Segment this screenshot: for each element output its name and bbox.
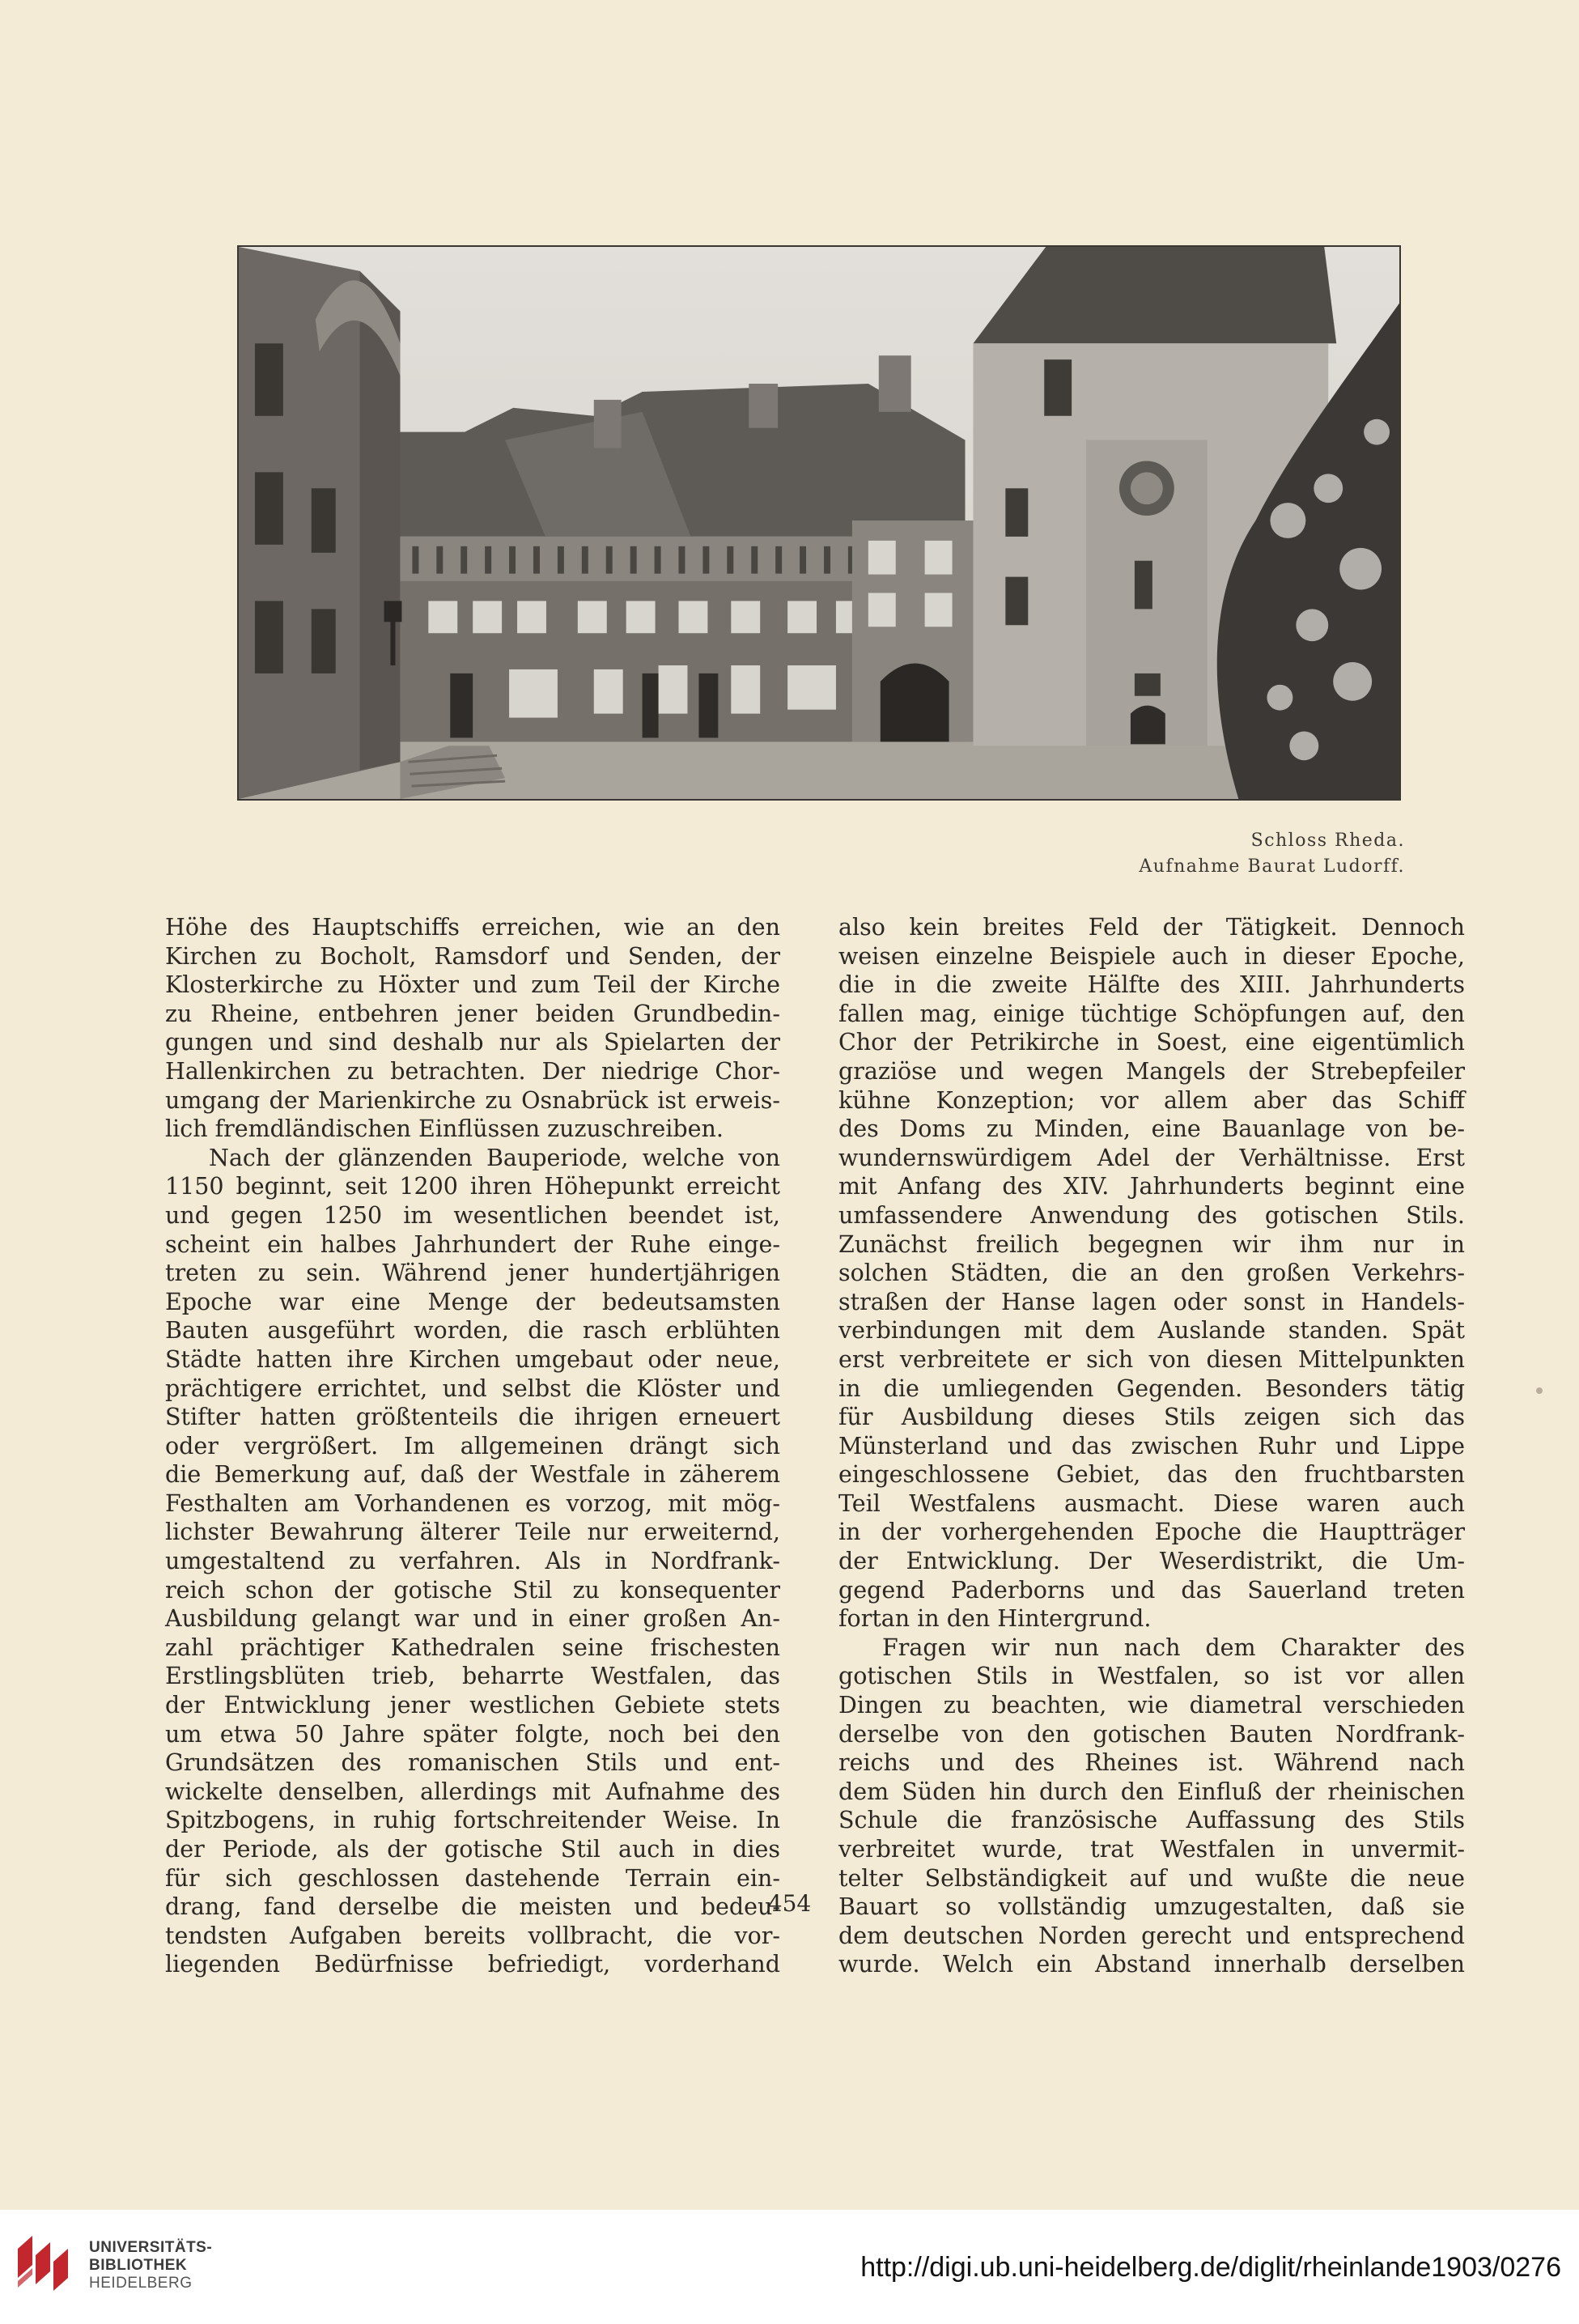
text-line: dem deutschen Norden gerecht und entsprechend — [838, 1922, 1465, 1949]
text-line: zahl prächtiger Kathedralen seine frischesten — [165, 1634, 780, 1661]
library-name — [89, 2239, 212, 2292]
library-footer — [0, 2210, 1579, 2324]
text-line: Stifter hatten größtenteils die ihrigen erneuert — [165, 1404, 780, 1431]
text-line: in der vorhergehenden Epoche die Hauptträger — [838, 1519, 1465, 1546]
text-line: Städte hatten ihre Kirchen umgebaut oder neue, — [165, 1345, 780, 1373]
text-line: die in die zweite Hälfte des XIII. Jahrhunderts — [838, 971, 1465, 999]
text-line: gotischen Stils in Westfalen, so ist vor allen — [838, 1663, 1465, 1690]
text-line: Festhalten am Vorhandenen es vorzog, mit mög- — [165, 1489, 780, 1517]
paper-speck — [1536, 1387, 1543, 1394]
source-url-link[interactable]: http://digi.ub.uni-heidelberg.de/diglit/rheinlande1903/0276 — [860, 2252, 1561, 2283]
text-line: oder vergrößert. Im allgemeinen drängt sich — [165, 1432, 780, 1459]
text-line: fallen mag, einige tüchtige Schöpfungen auf, den — [838, 1000, 1465, 1027]
text-line: also kein breites Feld der Tätigkeit. Dennoch — [838, 914, 1465, 941]
text-line: Fragen wir nun nach dem Charakter des — [882, 1634, 1465, 1661]
text-line: gegend Paderborns und das Sauerland treten — [838, 1576, 1465, 1604]
library-name-line2: BIBLIOTHEK — [89, 2257, 188, 2274]
text-line: Chor der Petrikirche in Soest, eine eigentümlich — [838, 1029, 1465, 1056]
text-line: wurde. Welch ein Abstand innerhalb derselben — [838, 1951, 1465, 1978]
text-line: Klosterkirche zu Höxter und zum Teil der Kirche — [165, 971, 780, 999]
text-line: wundernswürdigem Adel der Verhältnisse. Erst — [838, 1144, 1465, 1171]
caption-title: Schloss Rheda. — [1250, 831, 1405, 851]
text-line: Dingen zu beachten, wie diametral verschieden — [838, 1692, 1465, 1719]
castle-photograph — [237, 245, 1401, 801]
text-line: Bauart so vollständig umzugestalten, daß sie — [838, 1893, 1465, 1921]
text-line: der Entwicklung. Der Weserdistrikt, die Um- — [838, 1548, 1465, 1575]
text-line: verbindungen mit dem Auslande standen. Spät — [838, 1317, 1465, 1345]
text-line: verbreitet wurde, trat Westfalen in unvermit- — [838, 1836, 1465, 1863]
right-text-column — [838, 913, 1465, 1979]
text-line: und gegen 1250 im wesentlichen beendet ist, — [165, 1201, 780, 1229]
caption-credit: Aufnahme Baurat Ludorff. — [1139, 856, 1405, 877]
library-name-line3: HEIDELBERG — [89, 2275, 193, 2292]
text-line: tendsten Aufgaben bereits vollbracht, die vor- — [165, 1922, 780, 1949]
text-line: der Periode, als der gotische Stil auch in dies — [165, 1836, 780, 1863]
text-line: zu Rheine, entbehren jener beiden Grundbedin- — [165, 1000, 780, 1027]
text-line: Epoche war eine Menge der bedeutsamsten — [165, 1288, 780, 1315]
text-line: dem Süden hin durch den Einfluß der rheinischen — [838, 1778, 1465, 1805]
library-name-line1: UNIVERSITÄTS- — [89, 2239, 213, 2256]
text-line: telter Selbständigkeit auf und wußte die neue — [838, 1864, 1465, 1892]
text-line: lich fremdländischen Einflüssen zuzuschreiben. — [165, 1115, 724, 1143]
text-line: wickelte denselben, allerdings mit Aufnahme des — [165, 1778, 780, 1805]
text-line: Kirchen zu Bocholt, Ramsdorf und Senden, der — [165, 942, 780, 970]
text-line: prächtigere errichtet, und selbst die Klöster und — [165, 1374, 780, 1402]
text-line: Erstlingsblüten trieb, beharrte Westfalen, das — [165, 1663, 780, 1690]
library-logo-icon — [15, 2233, 73, 2301]
text-line: reich schon der gotische Stil zu konsequenter — [165, 1576, 780, 1604]
text-line: Münsterland und das zwischen Ruhr und Lippe — [838, 1432, 1465, 1459]
figure-caption — [1139, 828, 1405, 880]
text-line: derselbe von den gotischen Bauten Nordfrank- — [838, 1720, 1465, 1748]
text-line: mit Anfang des XIV. Jahrhunderts beginnt eine — [838, 1173, 1465, 1200]
text-line: für sich geschlossen dastehende Terrain ein- — [165, 1864, 780, 1892]
text-line: straßen der Hanse lagen oder sonst in Handels- — [838, 1288, 1465, 1315]
text-line: graziöse und wegen Mangels der Strebepfeiler — [838, 1057, 1465, 1085]
text-line: reichs und des Rheines ist. Während nach — [838, 1749, 1465, 1777]
text-line: Hallenkirchen zu betrachten. Der niedrige Chor- — [165, 1057, 780, 1085]
text-line: Grundsätzen des romanischen Stils und ent- — [165, 1749, 780, 1777]
text-line: Nach der glänzenden Bauperiode, welche von — [209, 1144, 780, 1171]
text-line: lichster Bewahrung älterer Teile nur erweiternd, — [165, 1519, 780, 1546]
text-line: Teil Westfalens ausmacht. Diese waren auch — [838, 1489, 1465, 1517]
text-line: umgang der Marienkirche zu Osnabrück ist erweis- — [165, 1086, 780, 1114]
text-line: Ausbildung gelangt war und in einer großen An- — [165, 1605, 780, 1633]
text-line: drang, fand derselbe die meisten und bedeu- — [165, 1893, 780, 1921]
text-line: die Bemerkung auf, daß der Westfale in zäherem — [165, 1461, 780, 1489]
page-number: 454 — [767, 1890, 812, 1917]
text-line: umgestaltend zu verfahren. Als in Nordfrank- — [165, 1548, 780, 1575]
text-line: um etwa 50 Jahre später folgte, noch bei den — [165, 1720, 780, 1748]
text-line: eingeschlossene Gebiet, das den fruchtbarsten — [838, 1461, 1465, 1489]
text-line: Schule die französische Auffassung des Stils — [838, 1807, 1465, 1834]
text-line: Spitzbogens, in ruhig fortschreitender Weise. In — [165, 1807, 780, 1834]
text-line: Zunächst freilich begegnen wir ihm nur in — [838, 1230, 1465, 1258]
text-line: des Doms zu Minden, eine Bauanlage von be- — [838, 1115, 1465, 1143]
text-line: fortan in den Hintergrund. — [838, 1605, 1152, 1633]
text-line: weisen einzelne Beispiele auch in dieser Epoche, — [838, 942, 1465, 970]
text-line: Höhe des Hauptschiffs erreichen, wie an den — [165, 914, 780, 941]
text-line: umfassendere Anwendung des gotischen Stils. — [838, 1201, 1465, 1229]
text-line: liegenden Bedürfnisse befriedigt, vorderhand — [165, 1951, 780, 1978]
text-line: Bauten ausgeführt worden, die rasch erblühten — [165, 1317, 780, 1345]
text-line: für Ausbildung dieses Stils zeigen sich das — [838, 1404, 1465, 1431]
text-line: solchen Städten, die an den großen Verkehrs- — [838, 1260, 1465, 1287]
text-line: erst verbreitete er sich von diesen Mittelpunkten — [838, 1345, 1465, 1373]
text-line: 1150 beginnt, seit 1200 ihren Höhepunkt erreicht — [165, 1173, 780, 1200]
left-text-column — [165, 913, 780, 1979]
text-line: der Entwicklung jener westlichen Gebiete stets — [165, 1692, 780, 1719]
text-line: in die umliegenden Gegenden. Besonders tätig — [838, 1374, 1465, 1402]
text-line: scheint ein halbes Jahrhundert der Ruhe einge- — [165, 1230, 780, 1258]
schloss-rheda-image — [239, 247, 1399, 799]
text-line: gungen und sind deshalb nur als Spielarten der — [165, 1029, 780, 1056]
text-line: treten zu sein. Während jener hundertjährigen — [165, 1260, 780, 1287]
text-line: kühne Konzeption; vor allem aber das Schiff — [838, 1086, 1465, 1114]
